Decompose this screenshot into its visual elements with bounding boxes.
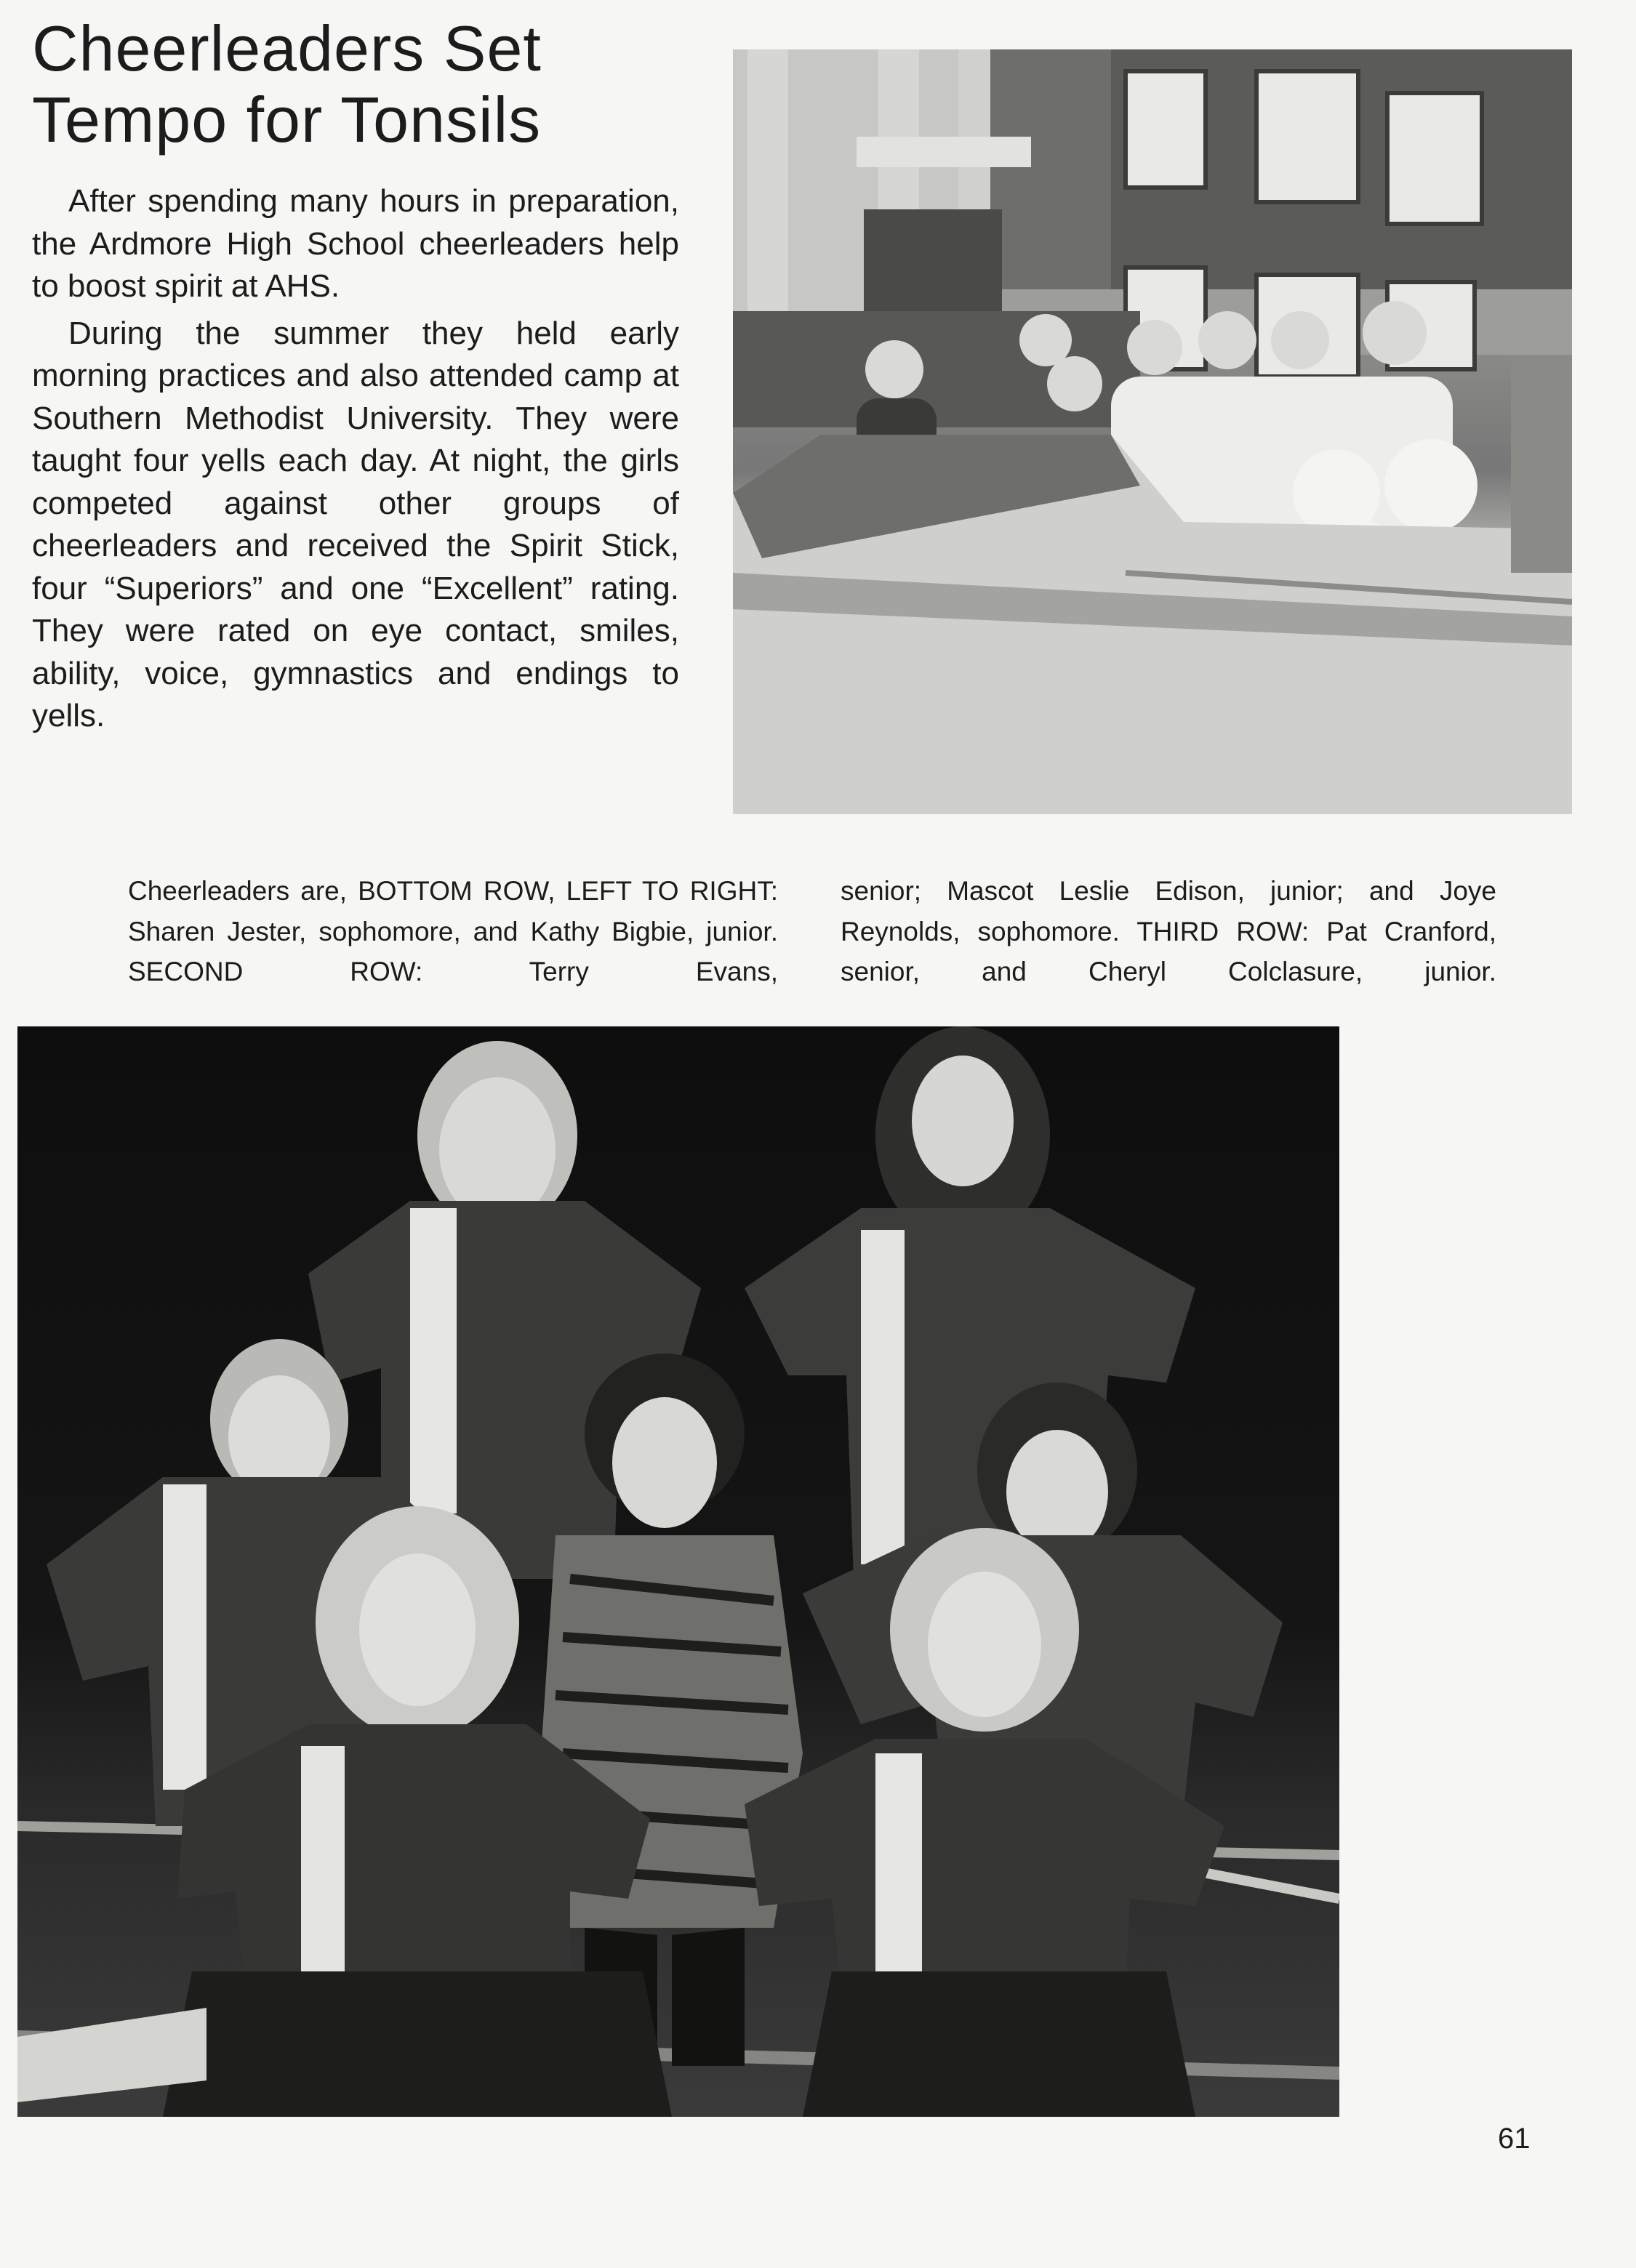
cheerleaders-convertible-photo <box>733 49 1572 814</box>
convertible-photo-drawing <box>733 49 1572 814</box>
article-headline <box>32 13 708 156</box>
headline-line-2: Tempo for Tonsils <box>32 84 542 156</box>
photo-caption-right: senior; Mascot Leslie Edison, junior; and Joye Reynolds, sophomore. THIRD ROW: Pat Cranford, senior, and Cheryl Colclasure, junior. <box>841 876 1496 986</box>
body-paragraph: After spending many hours in preparation, the Ardmore High School cheerleaders help to boost spirit at AHS. <box>32 183 679 304</box>
article-body <box>32 180 679 738</box>
cheerleader-squad-photo <box>17 1026 1339 2117</box>
headline-line-1: Cheerleaders Set <box>32 12 542 84</box>
squad-photo-drawing <box>17 1026 1339 2117</box>
photo-caption-left: Cheerleaders are, BOTTOM ROW, LEFT TO RIGHT: Sharen Jester, sophomore, and Kathy Bigbie, junior. SECOND ROW: Terry Evans, <box>128 876 778 986</box>
body-paragraph: During the summer they held early morning practices and also attended camp at Southern Methodist University. They were taught four yells each day. At night, the girls competed against other groups of cheerleaders and received the Spirit Stick, four “Superiors” and one “Excellent” rating. They were rated on eye contact, smiles, ability, voice, gymnastics and endings to yells. <box>32 315 679 733</box>
page-number: 61 <box>1498 2123 1531 2155</box>
